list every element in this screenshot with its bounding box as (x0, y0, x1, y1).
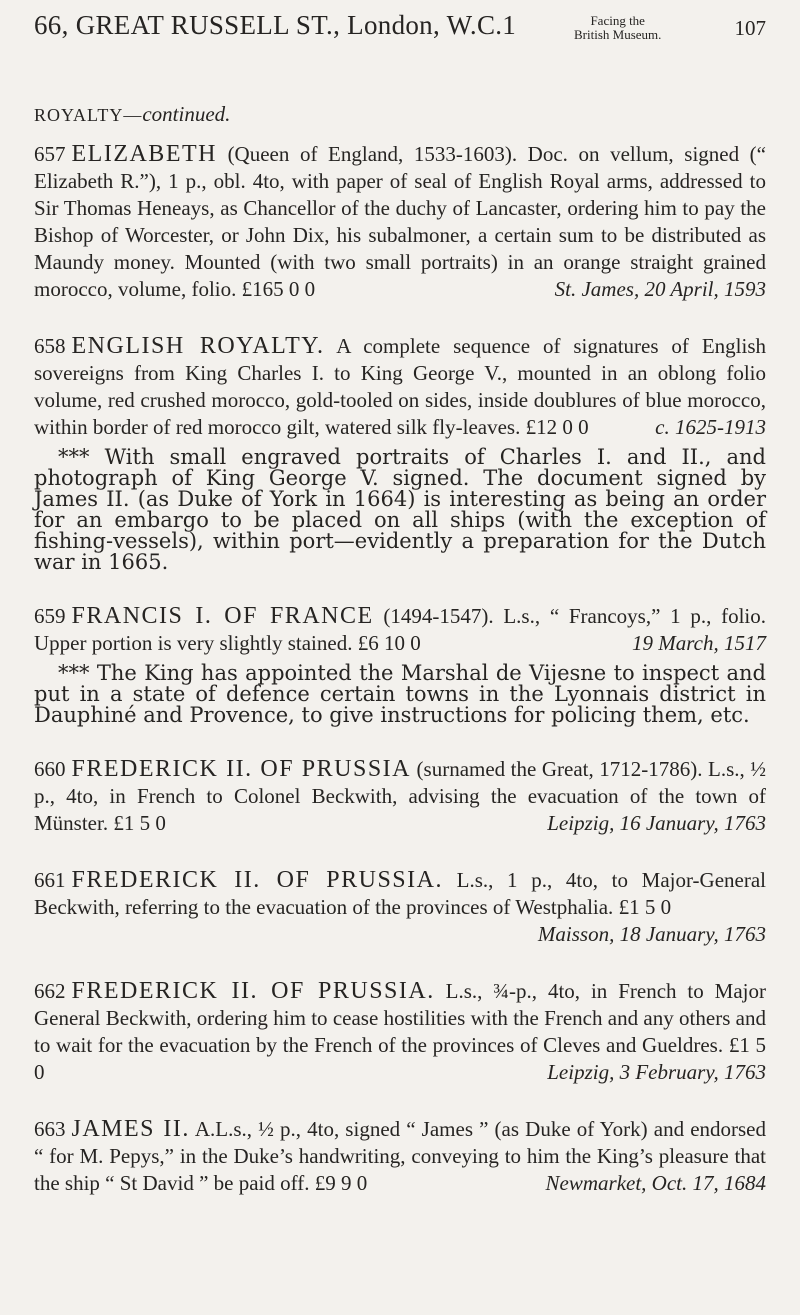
entry-price: £9 9 0 (314, 1171, 368, 1195)
entry-price: £165 0 0 (241, 277, 316, 301)
catalogue-entry (34, 867, 766, 948)
entry-place-date: Newmarket, Oct. 17, 1684 (545, 1171, 766, 1195)
catalogue-entry (34, 333, 766, 573)
entry-note: *** With small engraved portraits of Charles I. and II., and photograph of King George V. signed. The document signed by James II. (as Duke of York in 1664) is interesting as being an order for an embargo to be placed on all ships (with the exception of fishing-vessels), within port—evidently a preparation for the Dutch war in 1665. (34, 445, 766, 574)
entry-description: A.L.s., ½ p., 4to, signed “ James ” (as Duke of York) and endorsed “ for M. Pepys,” in the Duke’s handwriting, conveying to him the King’s pleasure that the ship “ St David ” be paid off. (34, 1117, 767, 1195)
entry-text (34, 603, 766, 657)
entry-place-date: Leipzig, 16 January, 1763 (547, 811, 766, 835)
entry-text (34, 978, 766, 1086)
lot-number: 658 (34, 334, 66, 358)
entry-place-date: Maisson, 18 January, 1763 (537, 922, 766, 946)
page-number: 107 (734, 16, 766, 40)
section-continued: continued. (142, 102, 231, 126)
entry-place-date: St. James, 20 April, 1593 (554, 277, 766, 301)
entry-list (34, 141, 766, 1197)
note-line-2: British Museum. (574, 27, 662, 42)
section-prefix: ROYALTY— (34, 105, 143, 125)
lot-number: 659 (34, 604, 66, 628)
entry-description: L.s., ¾-p., 4to, in French to Major General Beckwith, ordering him to cease hostilities with the French and any others and to wait for the evacuation by the French of the provinces of Cleves and Gueldres. (34, 979, 767, 1057)
entry-place-date: c. 1625-1913 (655, 415, 766, 439)
entry-name: JAMES II. (71, 1116, 190, 1142)
entry-text (34, 756, 766, 837)
catalogue-entry (34, 756, 766, 837)
note-line-1: Facing the (590, 13, 645, 28)
running-head-title: 66, GREAT RUSSELL ST., London, W.C.1 (34, 10, 517, 40)
entry-price: £1 5 0 (618, 895, 672, 919)
entry-name: ELIZABETH (71, 141, 217, 167)
section-heading (34, 102, 766, 127)
entry-name: ENGLISH ROYALTY. (71, 333, 325, 359)
entry-place-date: Leipzig, 3 February, 1763 (547, 1060, 766, 1084)
entry-price: £6 10 0 (357, 631, 421, 655)
entry-text (34, 333, 766, 441)
lot-number: 662 (34, 979, 66, 1003)
catalogue-entry (34, 141, 766, 303)
entry-place-date: 19 March, 1517 (632, 631, 766, 655)
entry-text (34, 141, 766, 303)
entry-text (34, 1116, 766, 1197)
entry-name: FREDERICK II. OF PRUSSIA. (71, 867, 443, 893)
running-head (34, 10, 766, 74)
lot-number: 657 (34, 142, 66, 166)
entry-description: L.s., 1 p., 4to, to Major-General Beckwith, referring to the evacuation of the provinces of Westphalia. (34, 868, 766, 919)
entry-price: £12 0 0 (525, 415, 589, 439)
entry-description: (surnamed the Great, 1712-1786). L.s., ½ p., 4to, in French to Colonel Beckwith, advising the evacuation of the town of Münster. (34, 757, 767, 835)
lot-number: 663 (34, 1117, 66, 1141)
lot-number: 661 (34, 868, 66, 892)
entry-price: £1 5 0 (113, 811, 166, 835)
entry-description: (1494-1547). L.s., “ Francoys,” 1 p., folio. Upper portion is very slightly stained. (34, 604, 767, 655)
entry-name: FREDERICK II. OF PRUSSIA. (71, 978, 435, 1004)
entry-price: £1 5 0 (34, 1033, 767, 1084)
catalogue-entry (34, 1116, 766, 1197)
running-head-note (574, 14, 661, 42)
entry-name: FREDERICK II. OF PRUSSIA (71, 756, 412, 782)
lot-number: 660 (34, 757, 66, 781)
entry-description: (Queen of England, 1533-1603). Doc. on vellum, signed (“ Elizabeth R.”), 1 p., obl. 4to, with paper of seal of English Royal arms, addressed to Sir Thomas Heneays, as Chancellor of the duchy of Lancaster, ordering him to pay the Bishop of Worcester, or John Dix, his subalmoner, a certain sum to be distributed as Maundy money. Mounted (with two small portraits) in an orange straight grained morocco, volume, folio. (34, 142, 766, 301)
entry-name: FRANCIS I. OF FRANCE (71, 603, 374, 629)
entry-note: *** The King has appointed the Marshal de Vijesne to inspect and put in a state of defence certain towns in the Lyonnais district in Dauphiné and Provence, to give instructions for policing them, etc. (34, 661, 766, 727)
entry-description: A complete sequence of signatures of English sovereigns from King Charles I. to King George V., mounted in an oblong folio volume, red crushed morocco, gold-tooled on sides, inside doublures of blue morocco, within border of red morocco gilt, watered silk fly-leaves. (34, 334, 767, 439)
catalogue-entry (34, 603, 766, 726)
entry-text (34, 867, 766, 948)
catalogue-entry (34, 978, 766, 1086)
